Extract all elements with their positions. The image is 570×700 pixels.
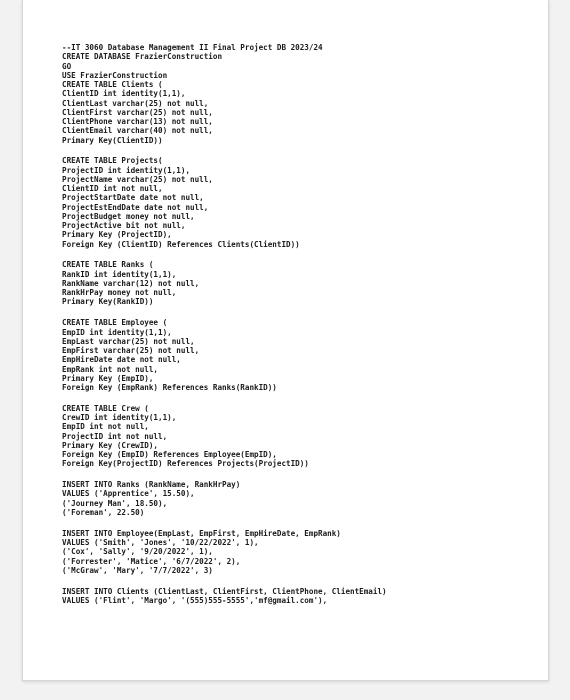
block-spacer	[62, 575, 387, 587]
code-line: ('Journey Man', 18.50),	[62, 498, 168, 508]
code-line: ('Cox', 'Sally', '9/20/2022', 1),	[62, 547, 213, 557]
code-line: EmpFirst varchar(25) not null,	[62, 346, 200, 356]
document-page	[22, 0, 549, 681]
code-line: Primary Key (EmpID),	[62, 373, 154, 383]
code-line: Foreign Key(ProjectID) References Projects(ProjectID))	[62, 459, 309, 469]
code-line: VALUES ('Apprentice', 15.50),	[62, 489, 195, 499]
code-line: VALUES ('Smith', 'Jones', '10/22/2022', 1),	[62, 538, 259, 548]
code-line: Primary Key(RankID))	[62, 297, 154, 307]
code-line: INSERT INTO Employee(EmpLast, EmpFirst, EmpHireDate, EmpRank)	[62, 528, 341, 538]
code-line: ProjectName varchar(25) not null,	[62, 174, 213, 184]
code-line: CREATE TABLE Clients (	[62, 80, 163, 89]
code-line: Foreign Key (ClientID) References Clients(ClientID))	[62, 239, 300, 249]
code-line: EmpID int not null,	[62, 422, 149, 432]
code-line: ClientID int identity(1,1),	[62, 89, 186, 99]
code-line: RankHrPay money not null,	[62, 288, 177, 298]
code-line: ProjectStartDate date not null,	[62, 193, 204, 203]
code-line: RankID int identity(1,1),	[62, 269, 177, 279]
code-line: ('McGraw', 'Mary', '7/7/2022', 3)	[62, 565, 213, 575]
code-line: Primary Key (CrewID),	[62, 440, 159, 450]
code-line: ClientPhone varchar(13) not null,	[62, 117, 213, 126]
block-spacer	[62, 392, 387, 404]
block-spacer	[62, 469, 387, 481]
code-line: Foreign Key (EmpID) References Employee(EmpID),	[62, 450, 277, 460]
code-line: Foreign Key (EmpRank) References Ranks(RankID))	[62, 383, 277, 393]
code-line: ProjectID int identity(1,1),	[62, 165, 191, 175]
code-line: INSERT INTO Clients (ClientLast, ClientFirst, ClientPhone, ClientEmail)	[62, 586, 387, 596]
sql-code-listing	[62, 43, 387, 605]
code-line: CREATE DATABASE FrazierConstruction	[62, 52, 223, 62]
code-line: VALUES ('Flint', 'Margo', '(555)555-5555','mf@gmail.com'),	[62, 595, 328, 605]
code-line: ('Forrester', 'Matice', '6/7/2022', 2),	[62, 556, 241, 566]
code-line: ProjectID int not null,	[62, 431, 168, 441]
code-line: ProjectBudget money not null,	[62, 211, 195, 221]
code-line: Primary Key(ClientID))	[62, 135, 163, 145]
code-line: ('Foreman', 22.50)	[62, 507, 145, 517]
code-line: ProjectEstEndDate date not null,	[62, 202, 209, 212]
code-line: INSERT INTO Ranks (RankName, RankHrPay)	[62, 480, 241, 490]
code-line: CrewID int identity(1,1),	[62, 413, 177, 423]
code-line: RankName varchar(12) not null,	[62, 278, 200, 288]
code-line: ClientID int not null,	[62, 184, 163, 194]
block-spacer	[62, 145, 387, 157]
code-line: Primary Key (ProjectID),	[62, 230, 172, 240]
code-line: EmpRank int not null,	[62, 364, 159, 374]
block-spacer	[62, 307, 387, 319]
block-spacer	[62, 517, 387, 529]
code-line: ProjectActive bit not null,	[62, 221, 186, 231]
block-spacer	[62, 249, 387, 261]
code-line: CREATE TABLE Projects(	[62, 156, 163, 166]
code-line: CREATE TABLE Crew (	[62, 403, 149, 413]
code-line: ClientEmail varchar(40) not null,	[62, 126, 213, 136]
code-line: GO	[62, 61, 72, 71]
code-line: CREATE TABLE Employee (	[62, 318, 168, 328]
code-line: ClientFirst varchar(25) not null,	[62, 107, 213, 117]
code-line: EmpID int identity(1,1),	[62, 327, 172, 337]
code-line: CREATE TABLE Ranks (	[62, 260, 154, 270]
code-line: USE FrazierConstruction	[62, 70, 168, 80]
code-line: ClientLast varchar(25) not null,	[62, 98, 209, 108]
code-line: --IT 3060 Database Management II Final Project DB 2023/24	[62, 43, 323, 52]
code-line: EmpHireDate date not null,	[62, 355, 181, 365]
code-line: EmpLast varchar(25) not null,	[62, 336, 195, 346]
